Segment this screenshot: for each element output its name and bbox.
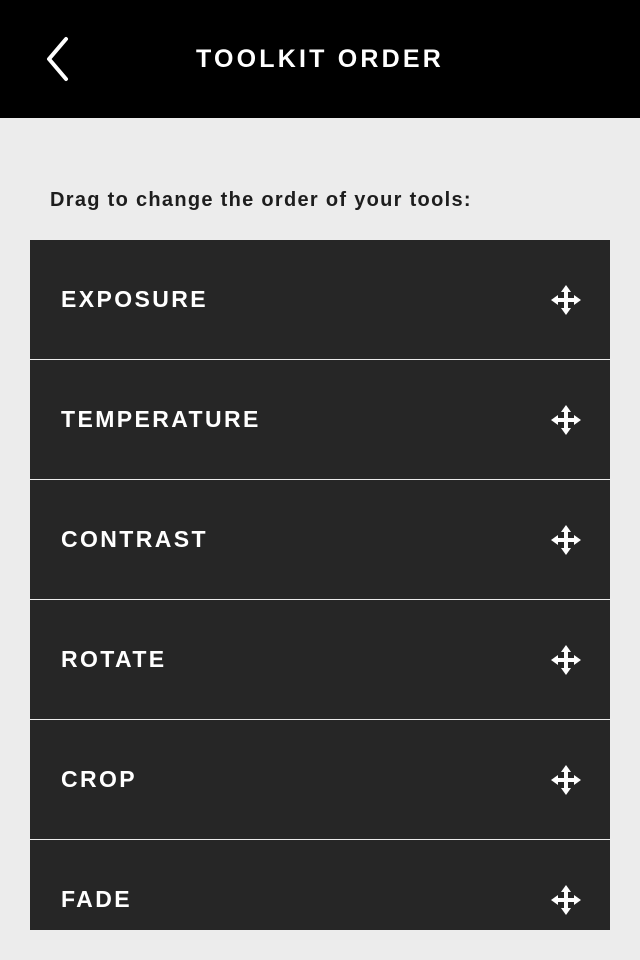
app-header [0,0,640,118]
move-arrows-icon[interactable] [546,640,586,680]
page-title: TOOLKIT ORDER [195,44,445,73]
tool-label: CONTRAST [61,526,208,552]
instruction-text: Drag to change the order of your tools: [50,189,472,211]
chevron-left-icon [43,35,73,83]
tool-list [30,240,610,930]
back-button[interactable] [26,27,90,91]
move-arrows-icon[interactable] [546,400,586,440]
list-item[interactable] [30,360,610,480]
list-item[interactable] [30,600,610,720]
list-item[interactable] [30,240,610,360]
list-item[interactable] [30,480,610,600]
move-arrows-icon[interactable] [546,520,586,560]
tool-label: FADE [61,886,132,912]
list-item[interactable] [30,840,610,930]
move-arrows-icon[interactable] [546,280,586,320]
list-item[interactable] [30,720,610,840]
tool-label: TEMPERATURE [61,406,261,432]
move-arrows-icon[interactable] [546,760,586,800]
tool-label: ROTATE [61,646,167,672]
tool-label: EXPOSURE [61,286,209,312]
move-arrows-icon[interactable] [546,880,586,920]
tool-label: CROP [61,766,138,792]
